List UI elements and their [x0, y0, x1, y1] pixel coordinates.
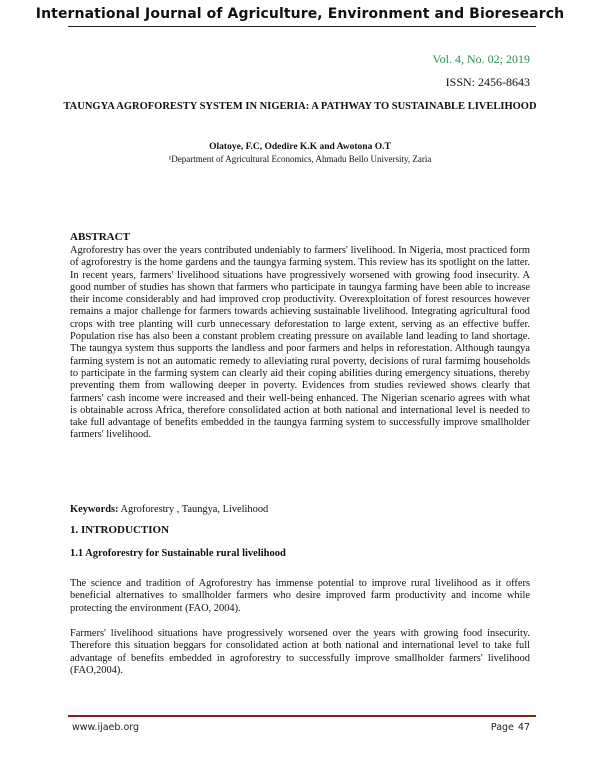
article-title: TAUNGYA AGROFORESTY SYSTEM IN NIGERIA: A PATHWAY TO SUSTAINABLE LIVELIHOOD — [63, 101, 537, 112]
page-number-value: 47 — [517, 722, 530, 733]
keywords-label: Keywords: — [70, 504, 119, 515]
abstract-text: Agroforestry has over the years contributed undeniably to farmers' livelihood. In Nigeria, most practiced form of agroforestry is the home gardens and the taungya farming system. This review has its spotlight on the latter. In recent years, farmers' livelihood situations have progressively worsened with growing food insecurity. A good number of studies has shown that farmers who participate in taungya farming have been able to increase their income considerably and had improved crop productivity. Overexploitation of forest resources however remains a major challenge for farmers towards achieving sustainable livelihood. Integrating agricultural food crops with tree planting will curb unnecessary deforestation to large extent, serving as an effective buffer. Population rise has also been a constant problem creating pressure on available land leading to land shortage. The taungya system thus supports the landless and poor farmers and helps in reforestation. Although taungya farming system is not an automatic remedy to alleviating rural poverty, decisions of rural farmimg households to participate in the farming system can clearly aid their coping abilities during emergency situations, thereby preventing them from wallowing deeper in poverty. Evidences from studies reviewed shows clearly that farmers' cash income were increased and their well-being enhanced. The Nigerian scenario agrees with what is obtainable across Africa, therefore consolidated action at both national and international level is needed to take full advantage of benefits embedded in the taungya farming system to successfully improve smallholder farmers' livelihood. — [70, 245, 530, 441]
issn: ISSN: 2456-8643 — [445, 75, 530, 89]
section-heading-introduction: 1. INTRODUCTION — [70, 524, 170, 536]
journal-title: International Journal of Agriculture, Environment and Bioresearch — [35, 6, 565, 22]
journal-website-link[interactable]: www.ijaeb.org — [72, 722, 140, 733]
author-affiliation: ¹Department of Agricultural Economics, Ahmadu Bello University, Zaria — [168, 154, 432, 164]
footer-divider — [68, 715, 536, 717]
article-authors: Olatoye, F.C, Odedire K.K and Awotona O.T — [209, 142, 391, 152]
keywords-value: Agroforestry , Taungya, Livelihood — [120, 504, 269, 515]
keywords — [70, 504, 530, 516]
volume-issue: Vol. 4, No. 02; 2019 — [432, 52, 530, 66]
intro-paragraph-1: The science and tradition of Agroforestry has immense potential to improve rural livelihood as it offers beneficial alternatives to smallholder farmers who desire improved farm productivity and income while protecting the environment (FAO, 2004). — [70, 578, 530, 614]
subsection-heading: 1.1 Agroforestry for Sustainable rural livelihood — [70, 548, 286, 559]
header-divider — [68, 26, 536, 27]
page-label: Page — [490, 722, 514, 733]
abstract-heading: ABSTRACT — [70, 231, 130, 243]
page-number — [491, 722, 530, 733]
intro-paragraph-2: Farmers' livelihood situations have progressively worsened over the years with growing food insecurity. Therefore this situation beggars for consolidated action at both national and international level to take full advantage of benefits embedded in agroforestry to successfully improve smallholder farmers' livelihood (FAO,2004). — [70, 628, 530, 676]
